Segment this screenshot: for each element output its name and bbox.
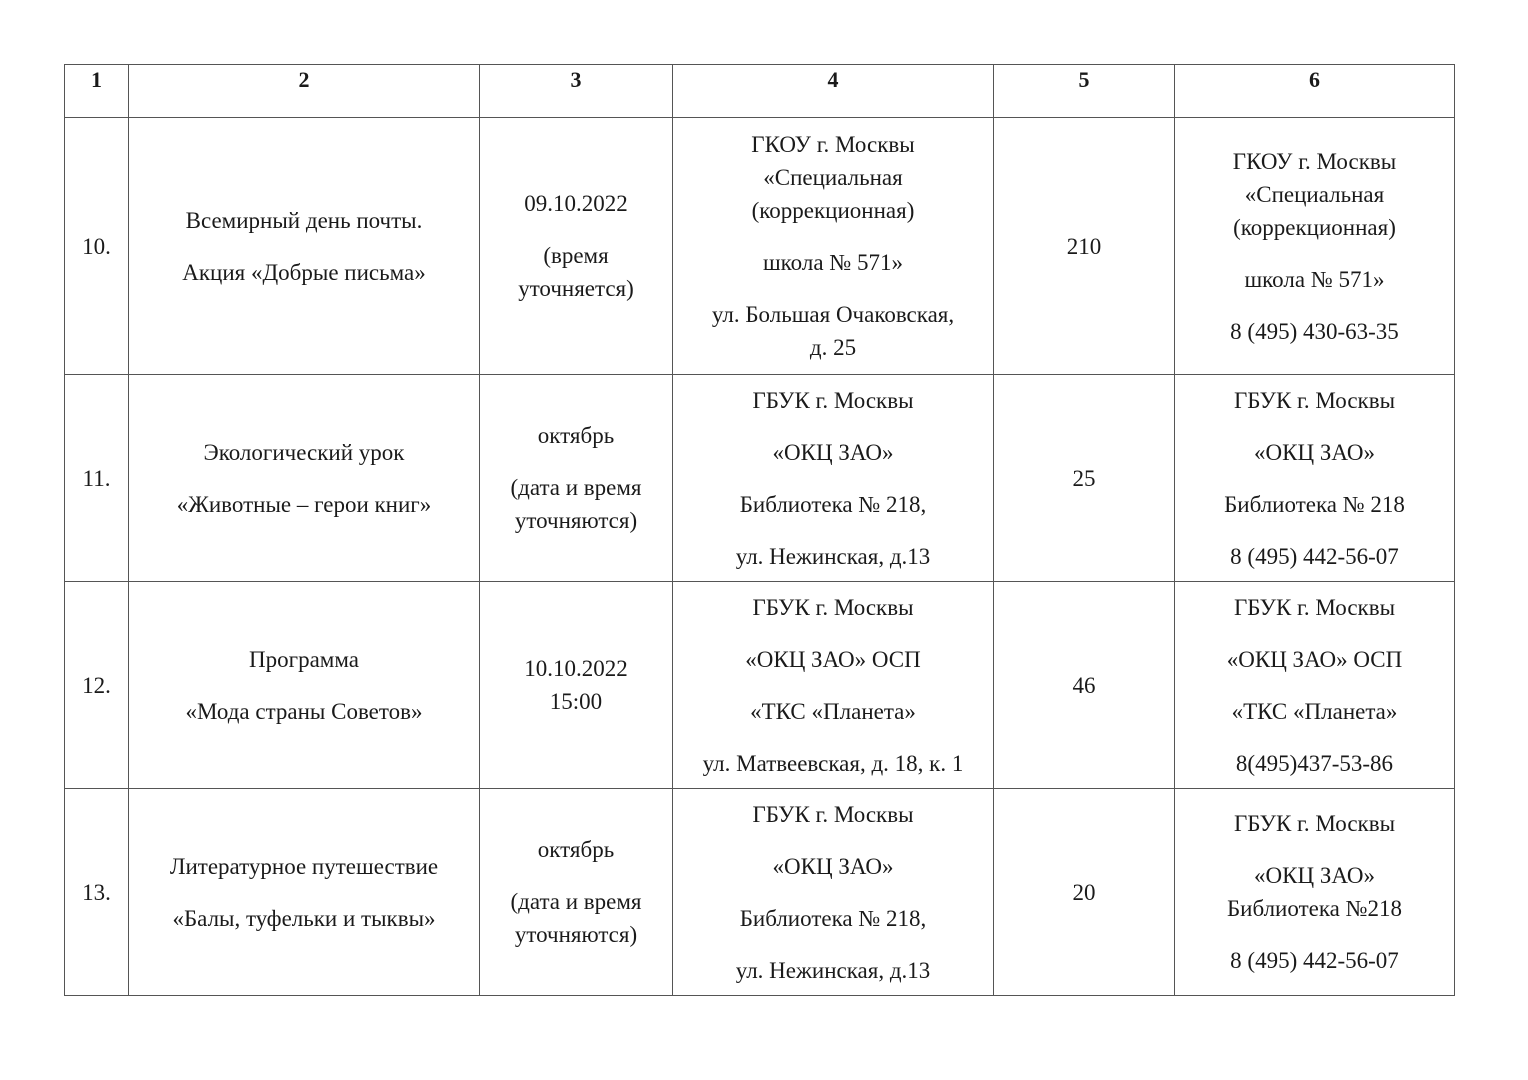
event-date-line: 15:00 xyxy=(549,689,603,714)
event-place-line: ГКОУ г. Москвы xyxy=(751,132,915,157)
table-row xyxy=(65,582,1455,789)
event-date-line: уточняются) xyxy=(514,508,638,533)
event-date-line: (время xyxy=(543,243,609,268)
header-row xyxy=(65,65,1455,118)
event-date-line: 10.10.2022 xyxy=(524,656,628,681)
row-number: 11. xyxy=(65,375,129,582)
participants-count: 46 xyxy=(994,582,1175,789)
contact-line: «Специальная xyxy=(1244,181,1385,207)
event-date-line: уточняются) xyxy=(514,922,638,947)
event-name-cell xyxy=(129,118,480,375)
contact-line: «ОКЦ ЗАО» xyxy=(1254,439,1375,465)
event-place-line: «ТКС «Планета» xyxy=(750,698,916,724)
event-place-line: ГБУК г. Москвы xyxy=(752,594,914,620)
contact-cell xyxy=(1175,375,1455,582)
contact-line: «ОКЦ ЗАО» ОСП xyxy=(1226,646,1403,672)
event-date-cell xyxy=(480,789,673,996)
event-place-line: ГБУК г. Москвы xyxy=(752,387,914,413)
event-date-line: 09.10.2022 xyxy=(524,191,628,216)
contact-line: школа № 571» xyxy=(1244,266,1385,292)
event-date-line: (дата и время xyxy=(510,889,642,914)
event-name-line: Экологический урок xyxy=(203,439,405,465)
contact-line: 8 (495) 430-63-35 xyxy=(1230,318,1399,344)
event-place-line: ГБУК г. Москвы xyxy=(752,801,914,827)
event-date-line: октябрь xyxy=(537,837,615,862)
event-name-line: Программа xyxy=(249,646,359,672)
event-place-line: Библиотека № 218, xyxy=(739,905,927,931)
event-name-cell xyxy=(129,375,480,582)
contact-line: 8 (495) 442-56-07 xyxy=(1230,948,1399,973)
contact-line: ГБУК г. Москвы xyxy=(1233,594,1396,620)
event-place-line: Библиотека № 218, xyxy=(739,491,927,517)
event-name-cell xyxy=(129,582,480,789)
contact-line: «ТКС «Планета» xyxy=(1231,698,1398,724)
event-place-line: ул. Большая Очаковская, xyxy=(711,302,955,327)
event-place-line: «ОКЦ ЗАО» ОСП xyxy=(745,646,921,672)
event-name-line: «Балы, туфельки и тыквы» xyxy=(172,905,436,931)
header-col-4: 4 xyxy=(673,65,994,118)
event-date-cell xyxy=(480,582,673,789)
contact-cell xyxy=(1175,582,1455,789)
events-table xyxy=(64,64,1455,996)
contact-line: 8(495)437-53-86 xyxy=(1235,750,1394,776)
event-date-line: октябрь xyxy=(537,423,615,448)
event-place-line: ул. Нежинская, д.13 xyxy=(735,543,931,569)
participants-count: 20 xyxy=(994,789,1175,996)
contact-line: ГКОУ г. Москвы xyxy=(1232,148,1397,174)
contact-line: Библиотека №218 xyxy=(1226,896,1403,921)
event-place-cell xyxy=(673,118,994,375)
event-place-line: «ОКЦ ЗАО» xyxy=(772,853,894,879)
event-date-cell xyxy=(480,118,673,375)
contact-cell xyxy=(1175,789,1455,996)
header-col-1: 1 xyxy=(65,65,129,118)
contact-cell xyxy=(1175,118,1455,375)
event-name-cell xyxy=(129,789,480,996)
event-place-cell xyxy=(673,789,994,996)
header-col-5: 5 xyxy=(994,65,1175,118)
contact-line: (коррекционная) xyxy=(1233,214,1396,240)
event-place-line: д. 25 xyxy=(809,335,857,360)
row-number: 10. xyxy=(65,118,129,375)
event-place-line: «Специальная xyxy=(763,165,903,190)
event-place-line: ул. Нежинская, д.13 xyxy=(735,957,931,983)
event-name-line: Литературное путешествие xyxy=(169,853,439,879)
event-name-line: Всемирный день почты. xyxy=(185,207,423,233)
table-row xyxy=(65,118,1455,375)
event-place-cell xyxy=(673,582,994,789)
event-name-line: «Мода страны Советов» xyxy=(185,698,423,724)
row-number: 13. xyxy=(65,789,129,996)
table-row xyxy=(65,789,1455,996)
event-place-line: «ОКЦ ЗАО» xyxy=(772,439,894,465)
event-date-line: (дата и время xyxy=(510,475,642,500)
contact-line: ГБУК г. Москвы xyxy=(1233,811,1396,836)
event-place-cell xyxy=(673,375,994,582)
participants-count: 210 xyxy=(994,118,1175,375)
header-col-3: 3 xyxy=(480,65,673,118)
header-col-6: 6 xyxy=(1175,65,1455,118)
contact-line: ГБУК г. Москвы xyxy=(1233,387,1396,413)
event-place-line: школа № 571» xyxy=(762,250,904,275)
event-place-line: ул. Матвеевская, д. 18, к. 1 xyxy=(702,750,964,776)
contact-line: Библиотека № 218 xyxy=(1224,491,1405,517)
row-number: 12. xyxy=(65,582,129,789)
event-name-line: Акция «Добрые письма» xyxy=(182,259,426,285)
header-col-2: 2 xyxy=(129,65,480,118)
event-date-cell xyxy=(480,375,673,582)
participants-count: 25 xyxy=(994,375,1175,582)
contact-line: «ОКЦ ЗАО» xyxy=(1254,863,1375,888)
contact-line: 8 (495) 442-56-07 xyxy=(1230,543,1399,569)
table-row xyxy=(65,375,1455,582)
event-date-line: уточняется) xyxy=(518,276,634,301)
event-name-line: «Животные – герои книг» xyxy=(176,491,432,517)
event-place-line: (коррекционная) xyxy=(751,198,915,223)
